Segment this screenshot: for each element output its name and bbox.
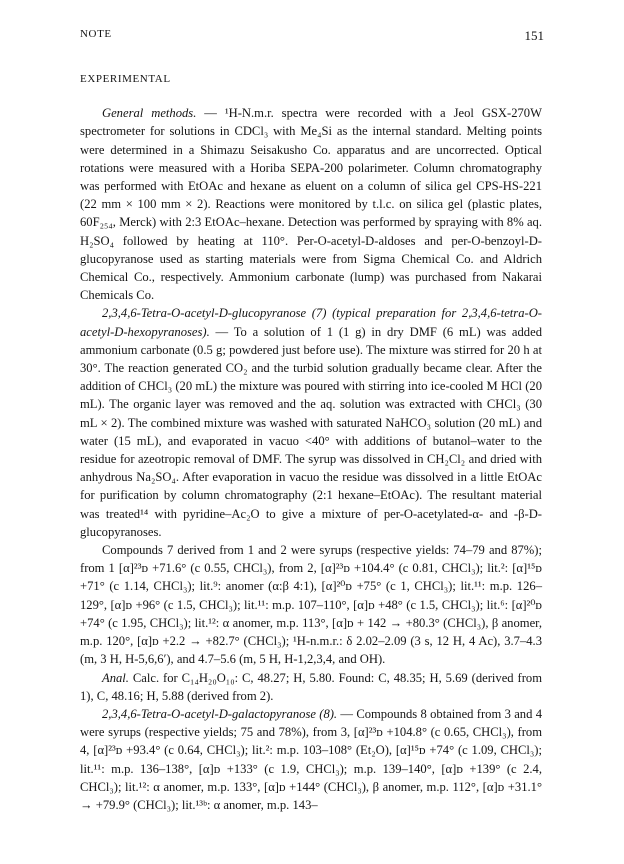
paragraph-text: — To a solution of 1 (1 g) in dry DMF (6 mL) was added ammonium carbonate (0.5 g; powdered just before use). The mixture was stirred for 20 h at 30°. The reaction generated CO₂ and the turbid solution gradually became clear. After the addition of CHCl₃ (20 mL) the mixture was poured with stirring into ice-cooled M HCl (20 mL). The organic layer was removed and the aq. solution was extracted with CHCl₃ (30 mL × 2). The combined mixture was washed with saturated NaHCO₃ solution (20 mL) and water (15 mL), and evaporated in vacuo <40° with additions of butanol–water to the residue for azeotropic removal of DMF. The syrup was dissolved in CH₂Cl₂ and dried with anhydrous Na₂SO₄. After evaporation in vacuo the residue was dissolved in a little EtOAc for purification by column chromatography (2:1 hexane–EtOAc). The resultant material was treated¹⁴ with pyridine–Ac₂O to give a mixture of per-O-acetylated-α- and -β-D-glucopyranoses. bbox=[80, 324, 542, 539]
page-number: 151 bbox=[524, 28, 544, 43]
paragraph-compound-7 bbox=[80, 304, 542, 541]
paragraph-heading: 2,3,4,6-Tetra-O-acetyl-D-glucopyranose (7) (typical preparation for 2,3,4,6-tetra-O-acetyl-D-hexopyranoses). bbox=[80, 306, 542, 339]
paragraph-heading: 2,3,4,6-Tetra-O-acetyl-D-galactopyranose (8). bbox=[102, 706, 338, 721]
paragraph-heading: Anal. bbox=[102, 670, 129, 685]
paragraph-text: — ¹H-N.m.r. spectra were recorded with a Jeol GSX-270W spectrometer for solutions in CDCl₃ with Me₄Si as the internal standard. Melting points were determined in a Shimazu Seisakusho Co. apparatus and are uncorrected. Optical rotations were measured with a Horiba SEPA-200 polarimeter. Column chromatography was performed with EtOAc and hexane as eluent on a column of silica gel CPS-HS-221 (22 mm × 100 mm × 2). Reactions were monitored by t.l.c. on silica gel (plastic plates, 60F₂₅₄, Merck) with 2:3 EtOAc–hexane. Detection was performed by spraying with 8% aq. H₂SO₄ followed by heating at 110°. Per-O-acetyl-D-aldoses and per-O-benzoyl-D-glucopyranose used as starting materials were from Sigma Chemical Co. and Aldrich Chemical Co., respectively. Ammonium carbonate (lump) was purchased from Nakarai Chemicals Co. bbox=[80, 106, 542, 303]
article-body bbox=[80, 70, 542, 814]
paragraph-text: Compounds 7 derived from 1 and 2 were syrups (respective yields: 74–79 and 87%); from 1 [α]²³ᴅ +71.6° (c 0.55, CHCl₃), from 2, [α]²³ᴅ +104.4° (c 0.81, CHCl₃); lit.²: [α]¹⁵ᴅ +71° (c 1.14, CHCl₃); lit.⁹: anomer (α:β 4:1), [α]²⁰ᴅ +75° (c 1, CHCl₃); lit.¹¹: m.p. 126–129°, [α]ᴅ +96° (c 1.5, CHCl₃); lit.¹¹: m.p. 107–110°, [α]ᴅ +48° (c 1.5, CHCl₃); lit.⁶: [α]²⁰ᴅ +74° (c 1.95, CHCl₃); lit.¹²: α anomer, m.p. 113°, [α]ᴅ + 142 → +80.3° (CHCl₃), β anomer, m.p. 120°, [α]ᴅ +2.2 → +82.7° (CHCl₃); ¹H-n.m.r.: δ 2.02–2.09 (3 s, 12 H, 4 Ac), 3.7–4.3 (m, 3 H, H-5,6,6′), and 4.7–5.6 (m, 5 H, H-1,2,3,4, and OH). bbox=[80, 543, 542, 667]
paragraph-compounds-yield bbox=[80, 541, 542, 668]
paragraph-analysis bbox=[80, 669, 542, 705]
paragraph-general-methods bbox=[80, 104, 542, 304]
journal-section-label: NOTE bbox=[80, 28, 112, 40]
running-head bbox=[80, 28, 544, 50]
paragraph-text: — Compounds 8 obtained from 3 and 4 were syrups (respective yields; 75 and 78%), from 3, [α]²³ᴅ +104.8° (c 0.65, CHCl₃), from 4, [α]²³ᴅ +93.4° (c 0.64, CHCl₃); lit.²: m.p. 103–108° (Et₂O), [α]¹⁵ᴅ +74° (c 1.09, CHCl₃); lit.¹¹: m.p. 136–138°, [α]ᴅ +133° (c 1.9, CHCl₃); m.p. 139–140°, [α]ᴅ +139° (c 2.4, CHCl₃); lit.¹²: α anomer, m.p. 133°, [α]ᴅ +144° (CHCl₃), β anomer, m.p. 112°, [α]ᴅ +31.1° → +79.9° (CHCl₃); lit.¹³ᵇ: α anomer, m.p. 143– bbox=[80, 706, 542, 812]
paragraph-heading: General methods. bbox=[102, 106, 197, 121]
paragraph-compound-8 bbox=[80, 705, 542, 814]
section-title: EXPERIMENTAL bbox=[80, 73, 171, 85]
paragraph-text: Calc. for C₁₄H₂₀O₁₀: C, 48.27; H, 5.80. Found: C, 48.35; H, 5.69 (derived from 1), C, 48.16; H, 5.88 (derived from 2). bbox=[80, 670, 542, 703]
